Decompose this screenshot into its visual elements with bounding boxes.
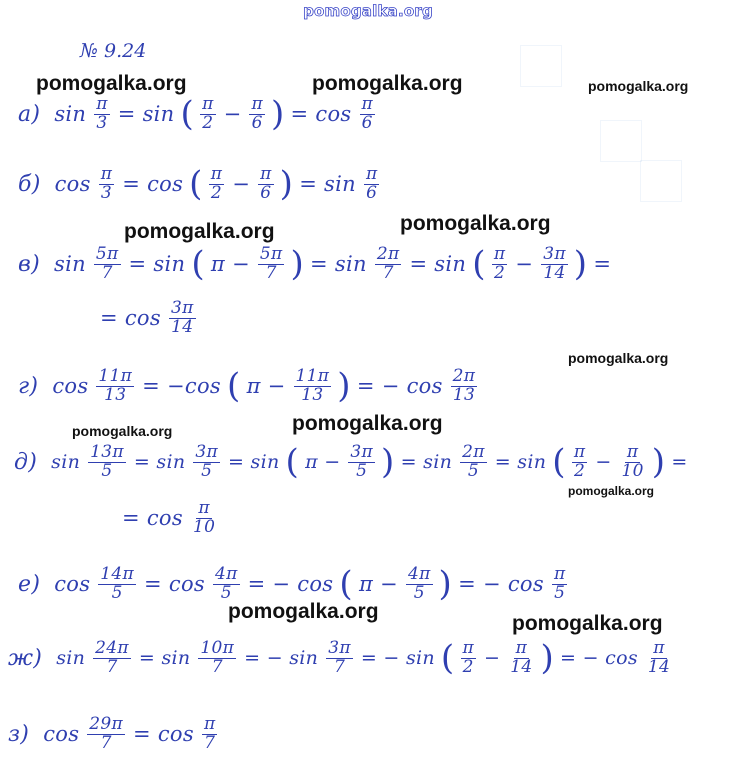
term: π −	[305, 451, 341, 474]
numerator: π	[198, 498, 210, 518]
fraction	[98, 566, 136, 603]
denominator: 5	[356, 460, 368, 481]
denominator: 5	[111, 582, 123, 603]
site-watermark-top[interactable]: pomogalka.org	[303, 2, 433, 20]
numerator: π	[462, 638, 474, 658]
fraction	[326, 640, 353, 677]
denominator: 6	[260, 182, 272, 203]
term: sin	[54, 102, 87, 127]
fraction	[258, 246, 285, 283]
denominator: 2	[574, 460, 586, 481]
fraction	[202, 716, 217, 753]
fraction	[87, 716, 125, 753]
term: cos	[52, 374, 89, 399]
denominator: 5	[467, 460, 479, 481]
item-e	[18, 566, 571, 603]
item-a	[18, 96, 379, 133]
watermark: pomogalka.org	[72, 423, 173, 439]
numerator: π	[100, 164, 113, 184]
term: −	[232, 172, 251, 197]
term: cos	[54, 172, 91, 197]
fraction	[294, 368, 332, 405]
term: −	[595, 451, 612, 474]
fraction	[88, 444, 126, 481]
fraction	[99, 166, 114, 203]
item-zh	[8, 640, 676, 677]
denominator: 14	[647, 656, 671, 677]
watermark: pomogalka.org	[588, 78, 689, 94]
numerator: 3π	[328, 638, 351, 658]
term: =	[671, 451, 688, 474]
numerator: 13π	[90, 442, 124, 462]
term: = cos	[290, 102, 352, 127]
fraction	[96, 368, 134, 405]
numerator: 5π	[95, 244, 119, 264]
numerator: 3π	[543, 244, 566, 264]
item-label: б)	[18, 171, 41, 197]
item-label: д)	[14, 449, 38, 475]
watermark: pomogalka.org	[228, 600, 379, 623]
paren-open: (	[440, 638, 455, 679]
term: cos	[43, 722, 80, 747]
numerator: π	[653, 638, 665, 658]
fraction	[191, 500, 217, 537]
term: −	[515, 252, 534, 277]
denominator: 2	[202, 112, 214, 133]
denominator: 14	[171, 316, 194, 337]
numerator: π	[260, 164, 272, 184]
paren-close: )	[290, 244, 305, 285]
numerator: π	[361, 94, 373, 114]
paren-close: )	[573, 244, 588, 285]
item-label: е)	[18, 571, 41, 597]
denominator: 6	[251, 112, 263, 133]
fraction	[213, 566, 240, 603]
watermark: pomogalka.org	[312, 72, 463, 95]
item-label: з)	[8, 721, 30, 747]
fraction	[198, 640, 236, 677]
term: = − cos	[356, 374, 443, 399]
denominator: 7	[333, 656, 346, 677]
term: = sin	[128, 252, 186, 277]
term: −	[223, 102, 242, 127]
denominator: 5	[201, 460, 213, 481]
numerator: 10π	[200, 638, 235, 658]
numerator: 3π	[170, 298, 194, 318]
fraction	[93, 640, 131, 677]
denominator: 2	[210, 182, 223, 203]
paren-close: )	[540, 638, 555, 679]
fraction	[572, 444, 587, 481]
term: = cos	[144, 572, 205, 597]
denominator: 7	[204, 732, 216, 753]
term: = sin	[310, 252, 367, 277]
watermark: pomogalka.org	[292, 412, 443, 435]
paren-close: )	[337, 366, 351, 407]
fraction	[249, 96, 264, 133]
numerator: π	[573, 442, 586, 462]
term: = cos	[122, 172, 184, 197]
denominator: 7	[101, 262, 113, 283]
item-label: ж)	[8, 645, 43, 671]
numerator: π	[626, 442, 639, 462]
term: = sin	[400, 451, 453, 474]
numerator: 2π	[376, 244, 400, 264]
paren-open: (	[226, 366, 241, 407]
term: sin	[56, 647, 86, 670]
fraction	[552, 566, 567, 603]
denominator: 5	[554, 582, 566, 603]
item-g	[18, 368, 481, 405]
term: π −	[358, 572, 398, 597]
term: = sin	[299, 172, 356, 197]
term: sin	[54, 252, 86, 277]
fraction	[492, 246, 507, 283]
numerator: π	[203, 714, 216, 734]
numerator: 11π	[98, 366, 133, 386]
term: = − sin	[244, 647, 319, 670]
fraction	[451, 368, 478, 405]
item-v-continuation	[96, 300, 200, 337]
denominator: 14	[510, 656, 533, 677]
fraction	[461, 640, 476, 677]
denominator: 10	[192, 516, 216, 537]
term: = cos	[122, 506, 183, 531]
denominator: 13	[301, 384, 324, 405]
fraction	[460, 444, 487, 481]
watermark: pomogalka.org	[568, 484, 655, 498]
item-b	[18, 166, 383, 203]
item-label: в)	[18, 251, 40, 277]
paren-close: )	[381, 442, 395, 483]
paren-open: (	[552, 442, 566, 483]
paren-close: )	[279, 164, 294, 205]
fraction	[375, 246, 402, 283]
term: sin	[51, 451, 81, 474]
numerator: π	[96, 94, 108, 114]
denominator: 3	[96, 112, 108, 133]
fraction	[258, 166, 273, 203]
fraction	[646, 640, 672, 677]
term: = sin	[409, 252, 467, 277]
term: π −	[210, 252, 250, 277]
numerator: 4π	[407, 564, 431, 584]
paren-close: )	[270, 94, 285, 135]
term: cos	[54, 572, 91, 597]
item-z	[8, 716, 221, 753]
denominator: 2	[493, 262, 506, 283]
term: = cos	[100, 306, 161, 331]
grid-cell	[600, 120, 642, 162]
item-label: г)	[18, 373, 39, 399]
numerator: 3π	[350, 442, 374, 462]
fraction	[541, 246, 568, 283]
fraction	[209, 166, 224, 203]
term: = cos	[133, 722, 194, 747]
denominator: 5	[413, 582, 425, 603]
term: = sin	[133, 451, 186, 474]
term: = sin	[117, 102, 175, 127]
watermark: pomogalka.org	[36, 72, 187, 95]
denominator: 7	[106, 656, 118, 677]
term: π −	[246, 374, 286, 399]
numerator: π	[202, 94, 214, 114]
item-d-continuation	[118, 500, 221, 537]
fraction	[348, 444, 375, 481]
fraction	[94, 246, 121, 283]
numerator: π	[553, 564, 566, 584]
paren-close: )	[438, 564, 453, 605]
term: = sin	[494, 451, 547, 474]
item-label: а)	[18, 101, 41, 127]
denominator: 7	[211, 656, 223, 677]
denominator: 2	[462, 656, 474, 677]
term: = − cos	[247, 572, 334, 597]
paren-open: (	[285, 442, 300, 483]
term: = − cos	[458, 572, 544, 597]
denominator: 14	[543, 262, 566, 283]
numerator: 11π	[295, 366, 330, 386]
watermark: pomogalka.org	[512, 612, 663, 635]
term: = sin	[227, 451, 280, 474]
denominator: 13	[452, 384, 476, 405]
denominator: 7	[382, 262, 394, 283]
fraction	[360, 96, 375, 133]
paren-open: (	[189, 164, 203, 205]
numerator: π	[251, 94, 263, 114]
numerator: 4π	[214, 564, 238, 584]
paren-open: (	[339, 564, 353, 605]
grid-cell	[520, 45, 562, 87]
item-v	[18, 246, 615, 283]
paren-open: (	[180, 94, 195, 135]
numerator: 29π	[89, 714, 123, 734]
numerator: π	[515, 638, 528, 658]
denominator: 5	[220, 582, 232, 603]
numerator: 2π	[452, 366, 476, 386]
paren-close: )	[651, 442, 666, 483]
term: = −cos	[142, 374, 221, 399]
watermark: pomogalka.org	[124, 220, 275, 243]
fraction	[193, 444, 220, 481]
term: = − cos	[560, 647, 638, 670]
term: =	[593, 252, 612, 277]
denominator: 10	[621, 460, 644, 481]
denominator: 5	[101, 460, 113, 481]
paren-open: (	[472, 244, 486, 285]
item-d	[14, 444, 692, 481]
term: −	[483, 647, 501, 670]
fraction	[200, 96, 215, 133]
fraction	[364, 166, 379, 203]
numerator: π	[365, 164, 378, 184]
numerator: 5π	[259, 244, 283, 264]
fraction	[94, 96, 109, 133]
numerator: π	[493, 244, 506, 264]
denominator: 13	[104, 384, 127, 405]
numerator: π	[210, 164, 223, 184]
numerator: 3π	[195, 442, 218, 462]
denominator: 7	[265, 262, 277, 283]
problem-number: № 9.24	[80, 40, 147, 62]
grid-cell	[640, 160, 682, 202]
numerator: 24π	[95, 638, 129, 658]
watermark: pomogalka.org	[400, 212, 551, 235]
denominator: 7	[100, 732, 112, 753]
numerator: 14π	[100, 564, 135, 584]
denominator: 3	[100, 182, 113, 203]
fraction	[169, 300, 196, 337]
numerator: 2π	[462, 442, 485, 462]
watermark: pomogalka.org	[568, 350, 669, 366]
term: = − sin	[360, 647, 435, 670]
fraction	[508, 640, 534, 677]
fraction	[406, 566, 433, 603]
paren-open: (	[191, 244, 205, 285]
fraction	[620, 444, 646, 481]
term: = sin	[138, 647, 191, 670]
denominator: 6	[366, 182, 378, 203]
denominator: 6	[361, 112, 373, 133]
